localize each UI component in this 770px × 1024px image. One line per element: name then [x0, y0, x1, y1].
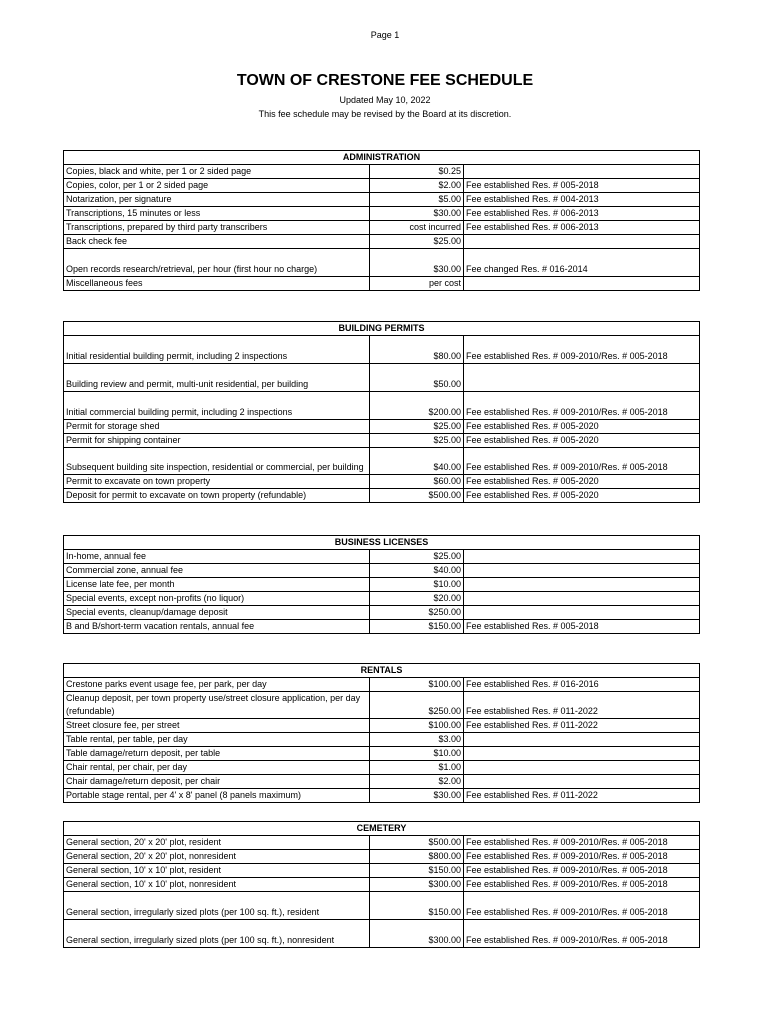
fee-note: Fee established Res. # 016-2016 [464, 678, 700, 692]
fee-description: Transcriptions, 15 minutes or less [64, 207, 370, 221]
table-row [64, 836, 700, 850]
document-title: TOWN OF CRESTONE FEE SCHEDULE [236, 72, 534, 89]
table-row [64, 678, 700, 692]
fee-description: Back check fee [64, 235, 370, 249]
fee-note: Fee established Res. # 011-2022 [464, 692, 700, 719]
table-row [64, 564, 700, 578]
fee-note: Fee established Res. # 009-2010/Res. # 005-2018 [464, 878, 700, 892]
table-row [64, 789, 700, 803]
fee-note: Fee established Res. # 011-2022 [464, 719, 700, 733]
fee-description: Subsequent building site inspection, residential or commercial, per building [64, 448, 370, 475]
fee-description: Cleanup deposit, per town property use/street closure application, per day (refundable) [64, 692, 370, 719]
table-row [64, 761, 700, 775]
section-header: CEMETERY [64, 822, 700, 836]
fee-description: Permit for storage shed [64, 420, 370, 434]
fee-description: General section, irregularly sized plots (per 100 sq. ft.), resident [64, 892, 370, 920]
table-row [64, 892, 700, 920]
table-row [64, 235, 700, 249]
fee-note [464, 761, 700, 775]
fee-note: Fee changed Res. # 016-2014 [464, 249, 700, 277]
fee-amount: $500.00 [370, 489, 464, 503]
fee-description: Portable stage rental, per 4' x 8' panel (8 panels maximum) [64, 789, 370, 803]
fee-description: Initial commercial building permit, including 2 inspections [64, 392, 370, 420]
fee-amount: $40.00 [370, 448, 464, 475]
fee-note: Fee established Res. # 005-2020 [464, 475, 700, 489]
fee-description: In-home, annual fee [64, 550, 370, 564]
fee-description: Open records research/retrieval, per hour (first hour no charge) [64, 249, 370, 277]
section-header: BUSINESS LICENSES [64, 536, 700, 550]
fee-note [464, 277, 700, 291]
table-row [64, 775, 700, 789]
fee-amount: $25.00 [370, 420, 464, 434]
table-row [64, 434, 700, 448]
fee-note [464, 564, 700, 578]
table-row [64, 249, 700, 277]
table-row [64, 475, 700, 489]
fee-amount: $25.00 [370, 550, 464, 564]
table-row [64, 193, 700, 207]
table-row [64, 578, 700, 592]
fee-amount: $250.00 [370, 692, 464, 719]
table-row [64, 606, 700, 620]
fee-description: Table rental, per table, per day [64, 733, 370, 747]
table-row [64, 920, 700, 948]
fee-note: Fee established Res. # 006-2013 [464, 207, 700, 221]
fee-note: Fee established Res. # 009-2010/Res. # 005-2018 [464, 836, 700, 850]
table-row [64, 489, 700, 503]
table-row [64, 364, 700, 392]
fee-description: Special events, except non-profits (no liquor) [64, 592, 370, 606]
fee-note: Fee established Res. # 009-2010/Res. # 005-2018 [464, 448, 700, 475]
fee-description: Transcriptions, prepared by third party transcribers [64, 221, 370, 235]
fee-note: Fee established Res. # 005-2020 [464, 420, 700, 434]
fee-note [464, 550, 700, 564]
section-header: ADMINISTRATION [64, 151, 700, 165]
fee-note [464, 578, 700, 592]
fee-amount: $1.00 [370, 761, 464, 775]
section-header: BUILDING PERMITS [64, 322, 700, 336]
fee-description: Miscellaneous fees [64, 277, 370, 291]
fee-note [464, 606, 700, 620]
table-row [64, 420, 700, 434]
cemetery-table [63, 821, 700, 948]
fee-amount: $50.00 [370, 364, 464, 392]
table-row [64, 392, 700, 420]
fee-amount: $500.00 [370, 836, 464, 850]
fee-description: Table damage/return deposit, per table [64, 747, 370, 761]
table-row [64, 878, 700, 892]
fee-amount: $150.00 [370, 892, 464, 920]
fee-note: Fee established Res. # 009-2010/Res. # 005-2018 [464, 336, 700, 364]
fee-note [464, 364, 700, 392]
fee-amount: $30.00 [370, 207, 464, 221]
fee-amount: $0.25 [370, 165, 464, 179]
fee-description: Copies, color, per 1 or 2 sided page [64, 179, 370, 193]
fee-amount: $150.00 [370, 864, 464, 878]
fee-amount: $2.00 [370, 179, 464, 193]
fee-note: Fee established Res. # 004-2013 [464, 193, 700, 207]
fee-amount: cost incurred [370, 221, 464, 235]
fee-amount: $250.00 [370, 606, 464, 620]
table-row [64, 850, 700, 864]
business-licenses-table [63, 535, 700, 634]
fee-note: Fee established Res. # 009-2010/Res. # 005-2018 [464, 892, 700, 920]
fee-description: Building review and permit, multi-unit residential, per building [64, 364, 370, 392]
fee-description: Permit for shipping container [64, 434, 370, 448]
fee-description: General section, 20' x 20' plot, nonresident [64, 850, 370, 864]
fee-amount: $60.00 [370, 475, 464, 489]
rentals-table [63, 663, 700, 803]
fee-note: Fee established Res. # 009-2010/Res. # 005-2018 [464, 850, 700, 864]
fee-description: Notarization, per signature [64, 193, 370, 207]
fee-amount: $20.00 [370, 592, 464, 606]
fee-amount: $100.00 [370, 719, 464, 733]
fee-description: License late fee, per month [64, 578, 370, 592]
fee-note [464, 747, 700, 761]
fee-description: Copies, black and white, per 1 or 2 sided page [64, 165, 370, 179]
fee-amount: $100.00 [370, 678, 464, 692]
fee-note: Fee established Res. # 009-2010/Res. # 005-2018 [464, 392, 700, 420]
fee-description: Street closure fee, per street [64, 719, 370, 733]
fee-description: Deposit for permit to excavate on town property (refundable) [64, 489, 370, 503]
fee-description: Permit to excavate on town property [64, 475, 370, 489]
administration-table [63, 150, 700, 291]
fee-description: Commercial zone, annual fee [64, 564, 370, 578]
table-row [64, 747, 700, 761]
fee-description: General section, 10' x 10' plot, resident [64, 864, 370, 878]
fee-amount: $150.00 [370, 620, 464, 634]
fee-note: Fee established Res. # 011-2022 [464, 789, 700, 803]
page-number: Page 1 [370, 30, 400, 40]
fee-amount: $2.00 [370, 775, 464, 789]
fee-note: Fee established Res. # 005-2020 [464, 489, 700, 503]
fee-note [464, 733, 700, 747]
fee-note: Fee established Res. # 006-2013 [464, 221, 700, 235]
table-row [64, 592, 700, 606]
table-row [64, 719, 700, 733]
table-row [64, 448, 700, 475]
fee-amount: $200.00 [370, 392, 464, 420]
fee-note: Fee established Res. # 009-2010/Res. # 005-2018 [464, 920, 700, 948]
fee-note [464, 165, 700, 179]
table-row [64, 692, 700, 719]
fee-note: Fee established Res. # 005-2018 [464, 179, 700, 193]
fee-amount: $40.00 [370, 564, 464, 578]
fee-amount: $30.00 [370, 249, 464, 277]
fee-amount: $10.00 [370, 578, 464, 592]
fee-description: Chair rental, per chair, per day [64, 761, 370, 775]
fee-description: General section, 10' x 10' plot, nonresident [64, 878, 370, 892]
table-row [64, 277, 700, 291]
table-row [64, 179, 700, 193]
table-row [64, 207, 700, 221]
fee-amount: $25.00 [370, 434, 464, 448]
fee-amount: $25.00 [370, 235, 464, 249]
table-row [64, 620, 700, 634]
fee-amount: $300.00 [370, 920, 464, 948]
fee-description: B and B/short-term vacation rentals, annual fee [64, 620, 370, 634]
table-row [64, 550, 700, 564]
fee-description: General section, irregularly sized plots (per 100 sq. ft.), nonresident [64, 920, 370, 948]
fee-amount: $10.00 [370, 747, 464, 761]
table-row [64, 733, 700, 747]
fee-amount: $3.00 [370, 733, 464, 747]
revision-note: This fee schedule may be revised by the Board at its discretion. [258, 109, 512, 119]
section-header: RENTALS [64, 664, 700, 678]
fee-description: General section, 20' x 20' plot, resident [64, 836, 370, 850]
table-row [64, 221, 700, 235]
building-permits-table [63, 321, 700, 503]
fee-note [464, 592, 700, 606]
table-row [64, 336, 700, 364]
table-row [64, 864, 700, 878]
fee-description: Special events, cleanup/damage deposit [64, 606, 370, 620]
fee-description: Chair damage/return deposit, per chair [64, 775, 370, 789]
table-row [64, 165, 700, 179]
fee-amount: $800.00 [370, 850, 464, 864]
fee-amount: per cost [370, 277, 464, 291]
fee-amount: $300.00 [370, 878, 464, 892]
fee-description: Crestone parks event usage fee, per park, per day [64, 678, 370, 692]
updated-date: Updated May 10, 2022 [339, 95, 431, 105]
fee-note [464, 775, 700, 789]
fee-amount: $5.00 [370, 193, 464, 207]
fee-amount: $30.00 [370, 789, 464, 803]
fee-note: Fee established Res. # 009-2010/Res. # 005-2018 [464, 864, 700, 878]
fee-note: Fee established Res. # 005-2020 [464, 434, 700, 448]
fee-description: Initial residential building permit, including 2 inspections [64, 336, 370, 364]
fee-note [464, 235, 700, 249]
fee-note: Fee established Res. # 005-2018 [464, 620, 700, 634]
fee-amount: $80.00 [370, 336, 464, 364]
